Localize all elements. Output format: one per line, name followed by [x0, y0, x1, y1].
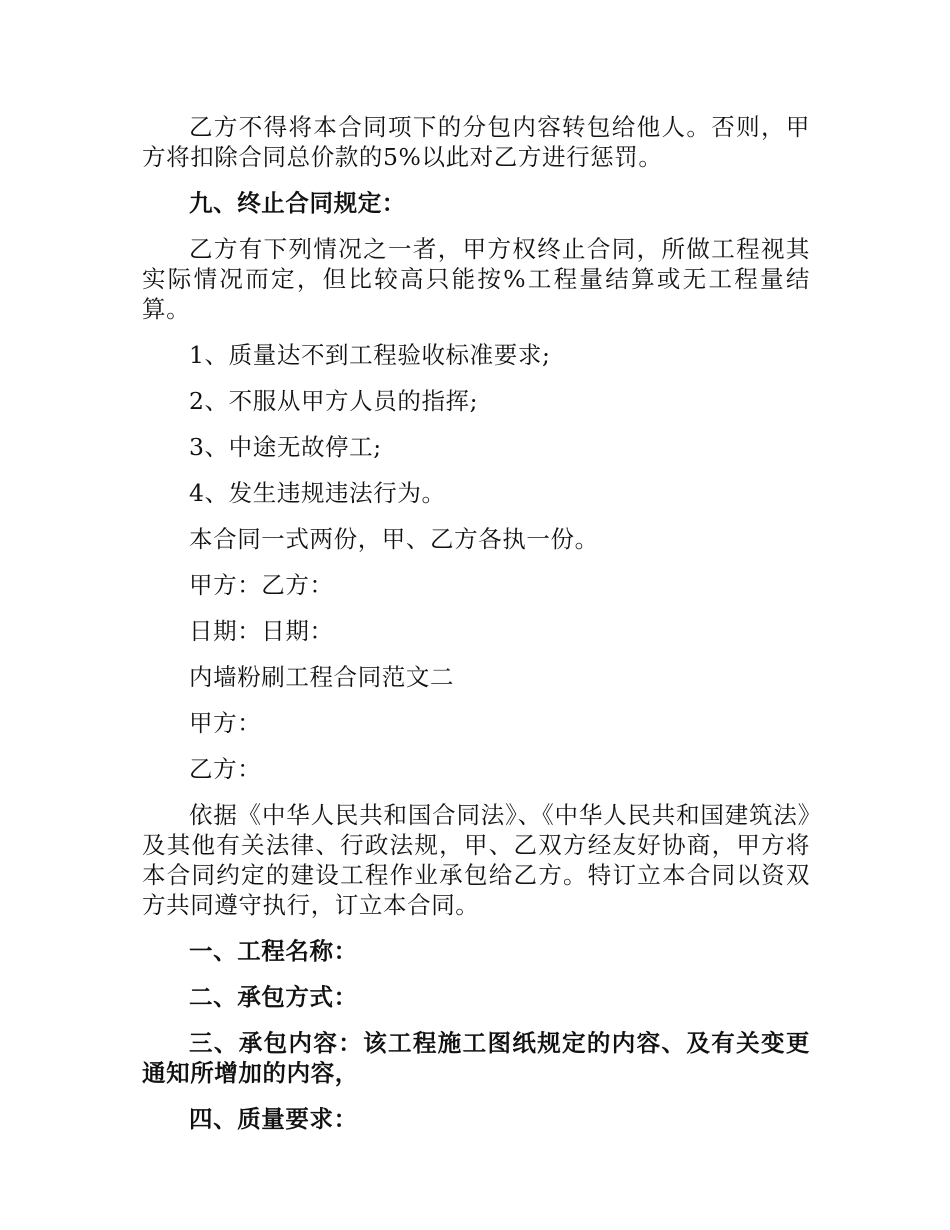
party-b-label: 乙方： [189, 755, 262, 783]
list-item-stoppage: 3、中途无故停工; [189, 433, 382, 461]
paragraph-termination-conditions: 乙方有下列情况之一者，甲方权终止合同，所做工程视其实际情况而定，但比较高只能按%工程量结算或无工程量结算。 [142, 235, 810, 323]
section-title-template-two: 内墙粉刷工程合同范文二 [189, 663, 455, 691]
list-item-obey: 2、不服从甲方人员的指挥; [189, 387, 479, 415]
list-item-violation: 4、发生违规违法行为。 [189, 479, 446, 507]
signature-parties: 甲方：乙方： [189, 571, 334, 599]
paragraph-subcontract-penalty: 乙方不得将本合同项下的分包内容转包给他人。否则，甲方将扣除合同总价款的5%以此对乙方进行惩罚。 [142, 113, 810, 171]
party-a-label: 甲方： [189, 709, 262, 737]
heading-contract-content: 三、承包内容：该工程施工图纸规定的内容、及有关变更通知所增加的内容， [142, 1029, 810, 1087]
heading-termination: 九、终止合同规定： [189, 189, 406, 217]
list-item-quality: 1、质量达不到工程验收标准要求; [189, 341, 551, 369]
paragraph-legal-basis: 依据《中华人民共和国合同法》、《中华人民共和国建筑法》及其他有关法律、行政法规，甲、乙双方经友好协商，甲方将本合同约定的建设工程作业承包给乙方。特订立本合同以资双方共同遵守执行，订立本合同。 [142, 801, 810, 919]
heading-quality-requirements: 四、质量要求： [189, 1105, 358, 1133]
signature-dates: 日期：日期： [189, 617, 334, 645]
document-body [142, 112, 810, 1150]
paragraph-copies: 本合同一式两份，甲、乙方各执一份。 [189, 525, 599, 553]
heading-contract-method: 二、承包方式： [189, 983, 358, 1011]
heading-project-name: 一、工程名称： [189, 937, 358, 965]
